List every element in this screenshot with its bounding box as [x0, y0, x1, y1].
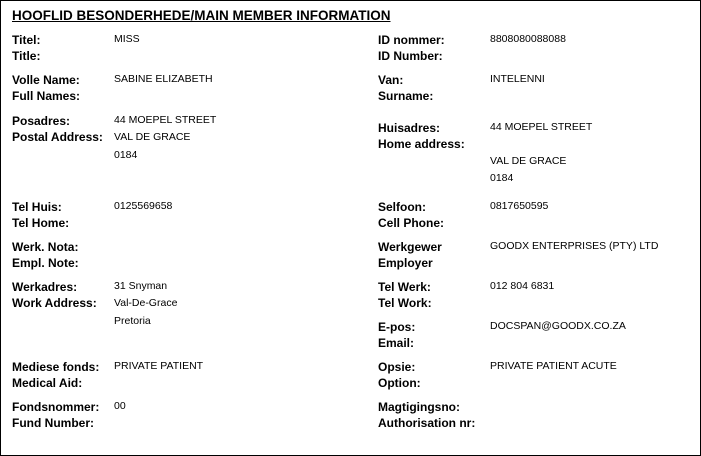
home-address-line-3: 0184: [490, 172, 514, 184]
cell-phone-value: 0817650595: [490, 200, 549, 212]
home-address-label-en: Home address:: [378, 137, 465, 151]
option-label-en: Option:: [378, 376, 421, 390]
surname-label-af: Van:: [378, 73, 404, 87]
surname-value: INTELENNI: [490, 73, 545, 85]
employer-label-en: Employer: [378, 256, 433, 270]
postal-address-line-2: VAL DE GRACE: [114, 131, 191, 143]
fund-number-value: 00: [114, 400, 126, 412]
tel-home-label-af: Tel Huis:: [12, 200, 62, 214]
work-address-label-en: Work Address:: [12, 296, 97, 310]
id-number-label-af: ID nommer:: [378, 33, 445, 47]
option-value: PRIVATE PATIENT ACUTE: [490, 360, 617, 372]
empl-note-label-en: Empl. Note:: [12, 256, 79, 270]
title-value: MISS: [114, 33, 140, 45]
fund-number-label-af: Fondsnommer:: [12, 400, 100, 414]
medical-aid-label-en: Medical Aid:: [12, 376, 83, 390]
work-address-line-3: Pretoria: [114, 315, 151, 327]
title-label-en: Title:: [12, 49, 41, 63]
fund-number-label-en: Fund Number:: [12, 416, 94, 430]
home-address-line-2: VAL DE GRACE: [490, 155, 567, 167]
tel-work-label-en: Tel Work:: [378, 296, 432, 310]
tel-work-value: 012 804 6831: [490, 280, 555, 292]
option-label-af: Opsie:: [378, 360, 416, 374]
surname-label-en: Surname:: [378, 89, 434, 103]
medical-aid-value: PRIVATE PATIENT: [114, 360, 204, 372]
full-names-label-en: Full Names:: [12, 89, 81, 103]
home-address-label-af: Huisadres:: [378, 121, 441, 135]
work-address-line-2: Val-De-Grace: [114, 297, 178, 309]
section-title: HOOFLID BESONDERHEDE/MAIN MEMBER INFORMATION: [12, 8, 391, 23]
work-address-line-1: 31 Snyman: [114, 280, 168, 292]
postal-address-line-3: 0184: [114, 149, 138, 161]
title-label-af: Titel:: [12, 33, 41, 47]
empl-note-label-af: Werk. Nota:: [12, 240, 79, 254]
tel-work-label-af: Tel Werk:: [378, 280, 431, 294]
postal-address-label-en: Postal Address:: [12, 130, 103, 144]
postal-address-line-1: 44 MOEPEL STREET: [114, 114, 217, 126]
tel-home-label-en: Tel Home:: [12, 216, 70, 230]
id-number-label-en: ID Number:: [378, 49, 443, 63]
email-value: DOCSPAN@GOODX.CO.ZA: [490, 320, 626, 332]
cell-phone-label-af: Selfoon:: [378, 200, 426, 214]
work-address-label-af: Werkadres:: [12, 280, 78, 294]
email-label-af: E-pos:: [378, 320, 416, 334]
authorisation-label-en: Authorisation nr:: [378, 416, 476, 430]
medical-aid-label-af: Mediese fonds:: [12, 360, 100, 374]
postal-address-label-af: Posadres:: [12, 114, 71, 128]
home-address-line-1: 44 MOEPEL STREET: [490, 121, 593, 133]
employer-value: GOODX ENTERPRISES (PTY) LTD: [490, 240, 659, 252]
tel-home-value: 0125569658: [114, 200, 173, 212]
email-label-en: Email:: [378, 336, 415, 350]
employer-label-af: Werkgewer: [378, 240, 442, 254]
full-names-value: SABINE ELIZABETH: [114, 73, 213, 85]
id-number-value: 8808080088088: [490, 33, 566, 45]
authorisation-label-af: Magtigingsno:: [378, 400, 460, 414]
cell-phone-label-en: Cell Phone:: [378, 216, 445, 230]
full-names-label-af: Volle Name:: [12, 73, 80, 87]
